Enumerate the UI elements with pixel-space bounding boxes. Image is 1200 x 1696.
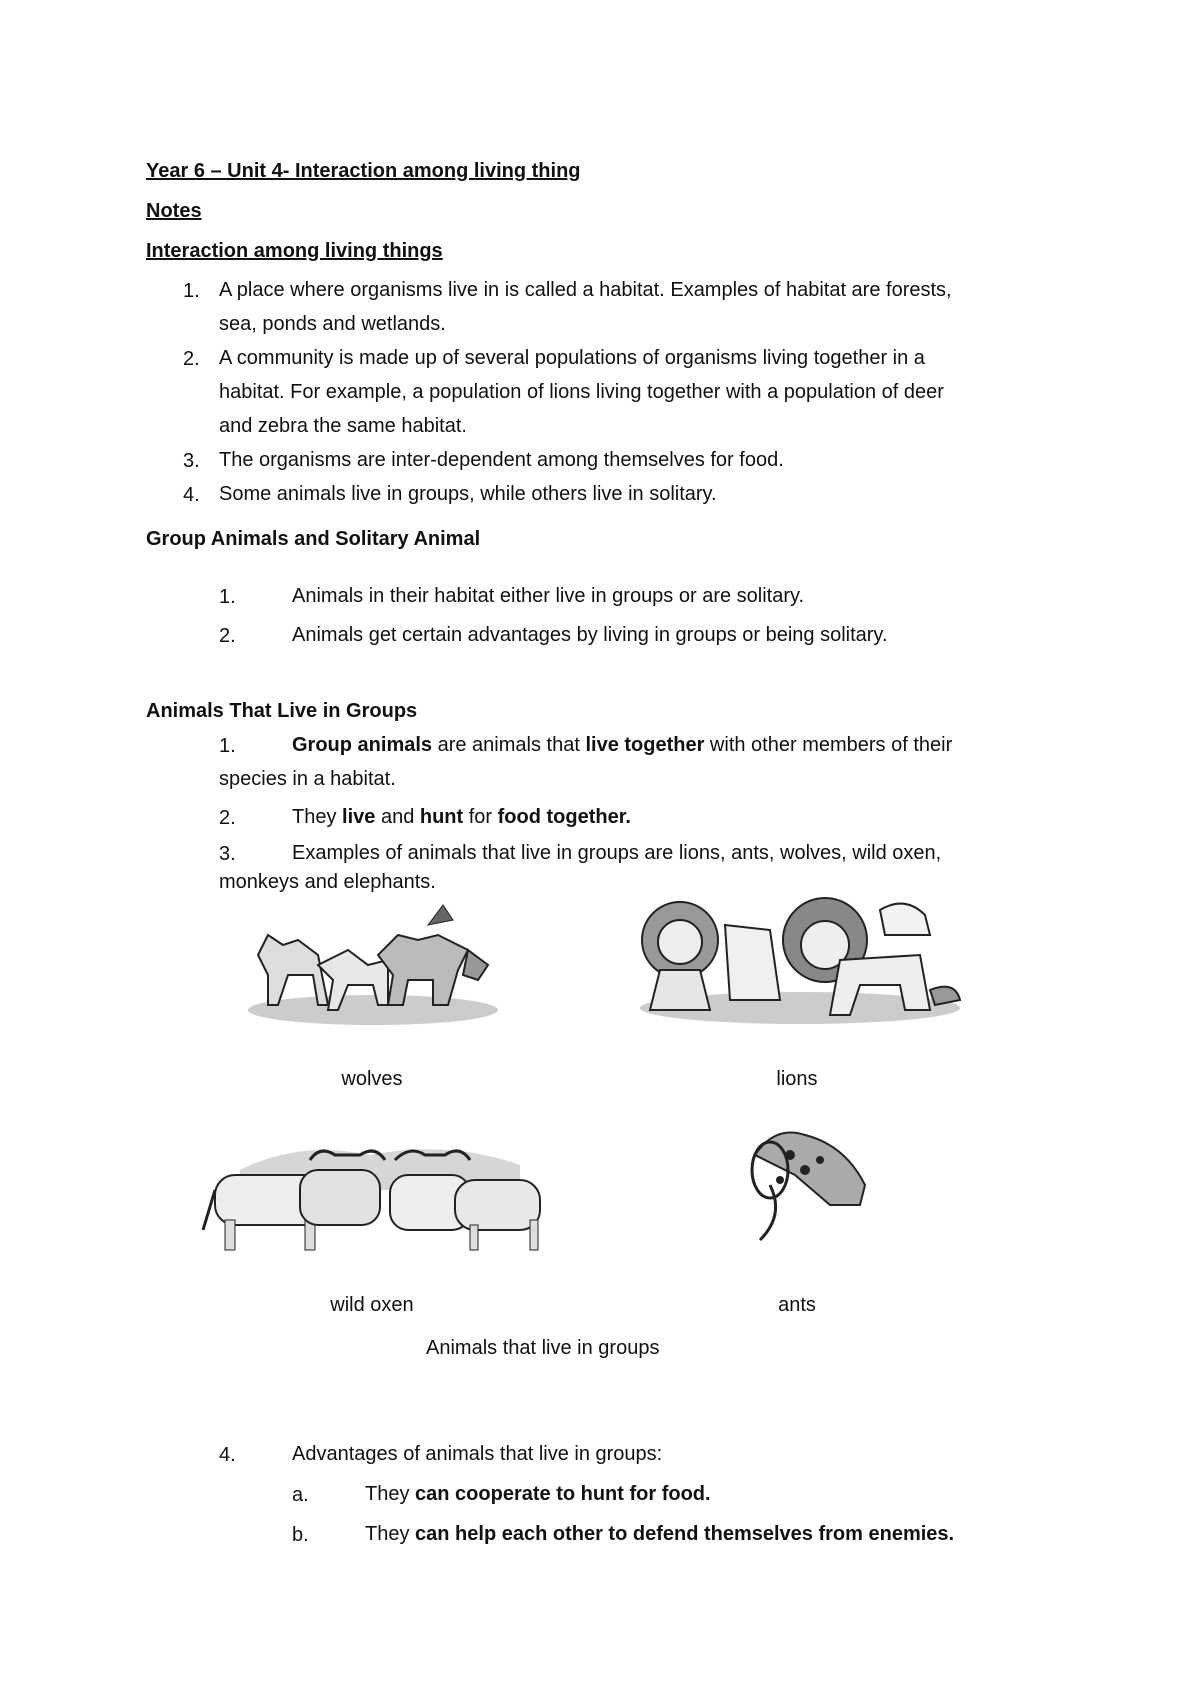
section3-heading: Animals That Live in Groups bbox=[146, 700, 418, 722]
bold-term: live bbox=[342, 806, 376, 828]
list-number: 3. bbox=[183, 450, 200, 472]
list-number: 1. bbox=[183, 280, 200, 302]
list-number: 3. bbox=[219, 843, 236, 865]
sublist-letter: b. bbox=[292, 1524, 309, 1546]
list-item-text: Examples of animals that live in groups are lions, ants, wolves, wild oxen, bbox=[292, 842, 942, 864]
list-item-text: monkeys and elephants. bbox=[219, 871, 436, 893]
bold-term: hunt bbox=[419, 806, 464, 828]
list-item-text: sea, ponds and wetlands. bbox=[219, 313, 446, 335]
ants-illustration bbox=[735, 1125, 875, 1245]
figure-caption: Animals that live in groups bbox=[426, 1337, 660, 1359]
bold-term: Group animals bbox=[292, 734, 433, 756]
list-item-text: Advantages of animals that live in groups: bbox=[292, 1443, 663, 1465]
list-number: 2. bbox=[219, 807, 236, 829]
document-title: Year 6 – Unit 4- Interaction among living thing bbox=[146, 160, 581, 182]
list-item-text: A place where organisms live in is called a habitat. Examples of habitat are forests, bbox=[219, 279, 952, 301]
text-run: They bbox=[292, 806, 343, 828]
sublist-item-text bbox=[365, 1477, 711, 1511]
list-number: 2. bbox=[219, 625, 236, 647]
list-number: 1. bbox=[219, 735, 236, 757]
list-item-text: Animals in their habitat either live in groups or are solitary. bbox=[292, 585, 805, 607]
list-item-text: habitat. For example, a population of lions living together with a population of deer bbox=[219, 381, 944, 403]
list-item-text bbox=[292, 800, 631, 834]
bold-term: live together bbox=[585, 734, 705, 756]
bold-term: food together. bbox=[497, 806, 631, 828]
text-run: They bbox=[365, 1483, 416, 1505]
text-run: They bbox=[365, 1523, 416, 1545]
list-number: 4. bbox=[183, 484, 200, 506]
section2-heading: Group Animals and Solitary Animal bbox=[146, 528, 481, 550]
list-item-text: Animals get certain advantages by living in groups or being solitary. bbox=[292, 624, 888, 646]
section1-heading: Interaction among living things bbox=[146, 240, 443, 262]
wolves-caption: wolves bbox=[341, 1068, 403, 1090]
wolves-illustration bbox=[238, 895, 508, 1035]
wild-oxen-illustration bbox=[200, 1130, 550, 1260]
list-number: 4. bbox=[219, 1444, 236, 1466]
list-item-text bbox=[292, 728, 952, 762]
bold-term: can help each other to defend themselves from enemies. bbox=[415, 1523, 955, 1545]
list-item-text: The organisms are inter-dependent among themselves for food. bbox=[219, 449, 784, 471]
bold-term: can cooperate to hunt for food. bbox=[415, 1483, 711, 1505]
list-item-text: species in a habitat. bbox=[219, 768, 396, 790]
text-run: with other members of their bbox=[704, 734, 953, 756]
list-item-text: Some animals live in groups, while others live in solitary. bbox=[219, 483, 717, 505]
lions-caption: lions bbox=[776, 1068, 818, 1090]
list-item-text: and zebra the same habitat. bbox=[219, 415, 467, 437]
list-item-text: A community is made up of several populations of organisms living together in a bbox=[219, 347, 925, 369]
lions-illustration bbox=[630, 890, 970, 1030]
list-number: 2. bbox=[183, 348, 200, 370]
notes-label: Notes bbox=[146, 200, 202, 222]
ants-caption: ants bbox=[778, 1294, 816, 1316]
text-run: and bbox=[375, 806, 420, 828]
text-run: are animals that bbox=[432, 734, 586, 756]
wild-oxen-caption: wild oxen bbox=[330, 1294, 414, 1316]
list-number: 1. bbox=[219, 586, 236, 608]
text-run: for bbox=[463, 806, 498, 828]
sublist-letter: a. bbox=[292, 1484, 309, 1506]
sublist-item-text bbox=[365, 1517, 954, 1551]
